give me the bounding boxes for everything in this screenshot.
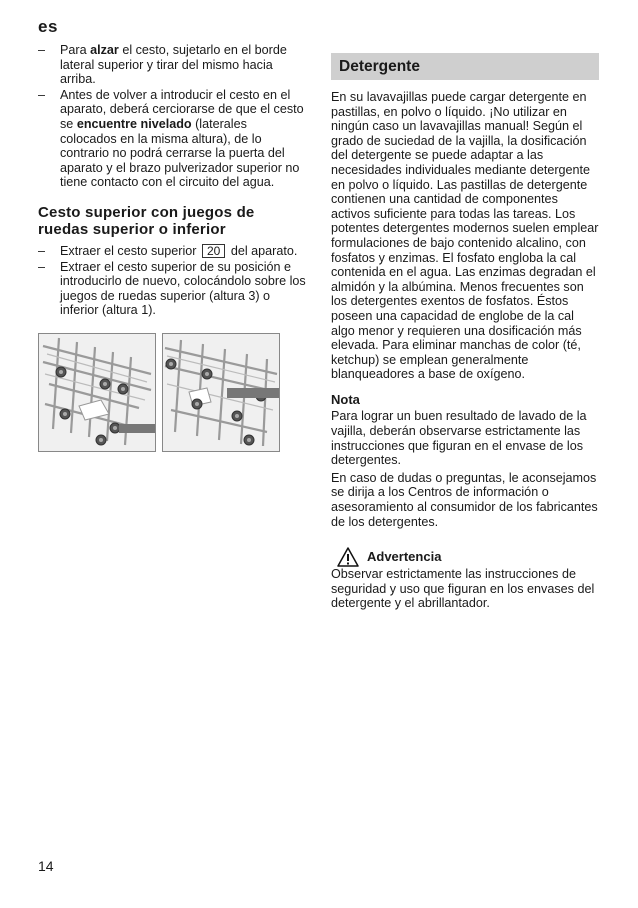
warning-title: Advertencia xyxy=(367,548,442,564)
item-text: (laterales colocados en la misma altura), de lo contrario no podrá cerrarse la puerta del aparato y el brazo pulverizador superior no tiene contacto con el circuito del agua. xyxy=(60,116,300,190)
list-item xyxy=(38,244,306,259)
item-text: del aparato. xyxy=(227,243,298,258)
section-heading: Detergente xyxy=(331,53,599,80)
list-dash: – xyxy=(38,43,46,57)
list-item xyxy=(38,43,306,87)
note-paragraph: Para lograr un buen resultado de lavado de la vajilla, deberán observarse estrictamente las instrucciones que figuran en el envase de los detergentes. xyxy=(331,409,587,468)
note-heading: Nota xyxy=(331,391,360,407)
item-text: Antes de volver a introducir el cesto en el aparato, deberá cerciorarse de que el cesto se xyxy=(60,87,304,131)
item-text: Para xyxy=(60,43,91,57)
item-text: Extraer el cesto superior xyxy=(60,243,200,258)
list-dash: – xyxy=(38,243,46,258)
item-emphasis: encuentre nivelado xyxy=(76,116,192,131)
list-dash: – xyxy=(38,87,46,102)
right-column xyxy=(331,53,599,614)
page-number: 14 xyxy=(38,858,54,874)
warning-block xyxy=(331,547,599,611)
warning-header xyxy=(331,547,599,567)
list-dash: – xyxy=(38,259,46,274)
warning-text: Observar estrictamente las instrucciones de seguridad y uso que figuran en los envases del detergente y el abrillantador. xyxy=(331,567,595,611)
note-paragraph: En caso de dudas o preguntas, le aconsejamos se dirija a los Centros de información o asesoramiento al consumidor de los fabricantes de los detergentes. xyxy=(331,470,598,529)
reference-number: 20 xyxy=(202,244,225,258)
list-item xyxy=(38,260,306,318)
illustrations xyxy=(38,333,306,452)
basket-wheels-illustration-2 xyxy=(162,333,280,452)
basket-drawing xyxy=(39,334,155,451)
item-text: el cesto, sujetarlo en el borde lateral superior y tirar del mismo hacia arriba. xyxy=(60,43,287,87)
item-emphasis: alzar xyxy=(90,43,119,57)
section-heading: Cesto superior con juegos de ruedas superior o inferior xyxy=(38,203,255,239)
body-paragraph: En su lavavajillas puede cargar detergente en pastillas, en polvo o líquido. ¡No utilizar en ningún caso un lavavajillas manual! Según el grado de suciedad de la vajilla, la dosificación del detergente se puede adaptar a las necesidades individuales mediante detergente en polvo o líquido. Las pastillas de detergente contienen una cantidad de componentes activos suficiente para todas las tareas. Los potentes detergentes modernos suelen emplear formulaciones de bajo contenido alcalino, con fosfatos y enzimas. El fosfato engloba la cal contenida en el agua. Las enzimas degradan el almidón y la albúmina. Menos frecuentes son los detergentes exentos de fosfatos. Éstos poseen una capacidad de englobe de la cal algo menor y requieren una dosificación más elevada. Para eliminar manchas de color (té, ketchup) se emplean generalmente blanqueadores a base de oxígeno. xyxy=(331,90,599,382)
item-text: Extraer el cesto superior de su posición e introducirlo de nuevo, colocándolo sobre los juegos de ruedas superior (altura 3) o inferior (altura 1). xyxy=(60,259,306,318)
basket-drawing xyxy=(163,334,279,451)
left-column xyxy=(38,43,306,452)
language-code: es xyxy=(38,17,58,36)
warning-triangle-icon xyxy=(337,547,359,567)
basket-wheels-illustration-1 xyxy=(38,333,156,452)
list-item xyxy=(38,88,306,190)
